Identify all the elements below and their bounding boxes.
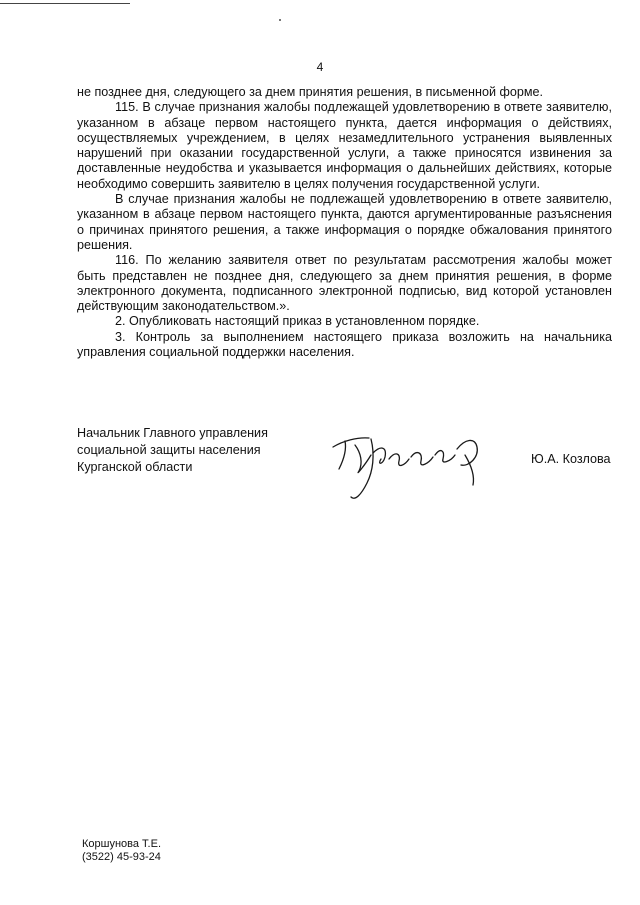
paragraph-115-rejection: В случае признания жалобы не подлежащей удовлетворению в ответе заявителю, указанном в абзаце первом настоящего пункта, даются аргументированные разъяснения о причинах принятого решения, а также информация о порядке обжалования принятого решения. [77, 192, 612, 252]
executor-phone: (3522) 45-93-24 [82, 851, 161, 863]
signatory-position [77, 425, 287, 476]
order-item-3: 3. Контроль за выполнением настоящего приказа возложить на начальника управления социальной поддержки населения. [77, 329, 612, 360]
executor-name: Коршунова Т.Е. [82, 838, 162, 850]
executor-contact [82, 838, 161, 864]
page-number: 4 [316, 60, 324, 74]
paragraph-continuation: не позднее дня, следующего за днем принятия решения, в письменной форме. [77, 85, 544, 99]
signatory-position-line: Курганской области [77, 460, 193, 474]
signatory-position-line: Начальник Главного управления [77, 426, 268, 440]
paragraph-115: 115. В случае признания жалобы подлежащей удовлетворению в ответе заявителю, указанном в абзаце первом настоящего пункта, дается информация о действиях, осуществляемых учреждением, в целях незамедлительного устранения выявленных нарушений при оказании государственной услуги, а также приносятся извинения за доставленные неудобства и указывается информация о дальнейших действиях, которые необходимо совершить заявителю в целях получения государственной услуги. [77, 100, 612, 191]
scan-edge-line [0, 3, 130, 4]
handwritten-signature [325, 425, 500, 510]
paragraph-116: 116. По желанию заявителя ответ по результатам рассмотрения жалобы может быть представлен не позднее дня, следующего за днем принятия решения, в форме электронного документа, подписанного электронной подписью, вид которой установлен действующим законодательством.». [77, 253, 612, 314]
signatory-position-line: социальной защиты населения [77, 443, 261, 457]
order-item-2: 2. Опубликовать настоящий приказ в установленном порядке. [115, 314, 480, 329]
document-body [77, 85, 612, 360]
signatory-name: Ю.А. Козлова [531, 452, 611, 466]
scan-speck [279, 19, 281, 21]
